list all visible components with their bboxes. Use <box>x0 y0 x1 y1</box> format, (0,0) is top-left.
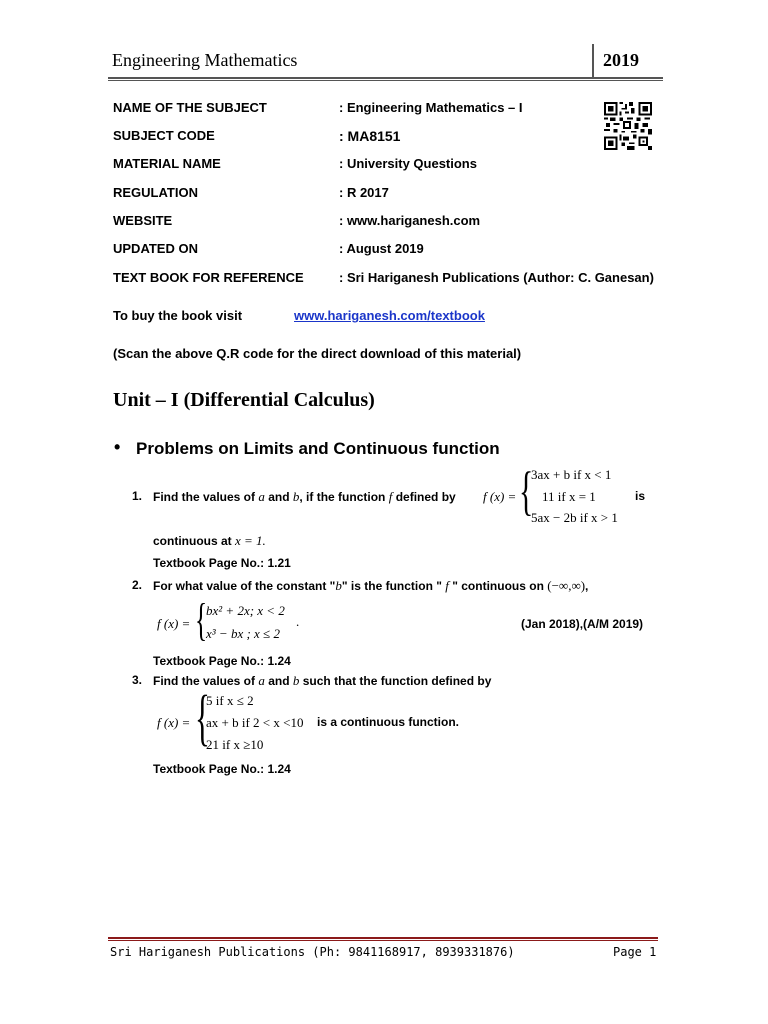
q1-is: is <box>635 489 646 503</box>
meta-value: : R 2017 <box>339 185 389 200</box>
var-f: f <box>388 489 393 504</box>
q1-text-part: continuous at <box>153 534 232 548</box>
textbook-link[interactable]: www.hariganesh.com/textbook <box>294 308 485 323</box>
q1-fx <box>483 489 516 505</box>
header-title: Engineering Mathematics <box>112 50 298 70</box>
q2-text-part: " is the function " <box>341 579 442 593</box>
left-brace: { <box>195 594 208 645</box>
q2-textbook-ref: Textbook Page No.: 1.24 <box>153 654 291 668</box>
meta-key: SUBJECT CODE <box>113 128 215 143</box>
var-b: b <box>335 578 342 593</box>
fx-label: f (x) = <box>157 616 191 631</box>
meta-value: : August 2019 <box>339 241 424 256</box>
question-2-text <box>153 578 588 594</box>
q3-textbook-ref: Textbook Page No.: 1.24 <box>153 762 291 776</box>
q1-text-part: , if the function <box>299 490 386 504</box>
q2-text-part: , <box>585 579 589 593</box>
q2-fx <box>157 616 190 632</box>
left-brace: { <box>195 684 210 752</box>
q1-continuous-at <box>153 533 266 549</box>
q2-interval: (−∞,∞) <box>547 578 586 593</box>
var-a: a <box>258 489 265 504</box>
meta-key: MATERIAL NAME <box>113 156 221 171</box>
meta-row-website <box>113 213 673 231</box>
header-divider <box>592 44 594 78</box>
fx-label: f (x) = <box>483 489 517 504</box>
q2-text-part: For what value of the constant " <box>153 579 336 593</box>
q3-case-3: 21 if x ≥10 <box>206 737 264 752</box>
bullet-icon: • <box>114 437 121 457</box>
meta-key: NAME OF THE SUBJECT <box>113 100 267 115</box>
q3-tail: is a continuous function. <box>317 715 459 729</box>
question-number: 2. <box>132 578 143 592</box>
header-year: 2019 <box>603 50 639 70</box>
meta-key: REGULATION <box>113 185 198 200</box>
question-number: 3. <box>132 673 143 687</box>
q1-textbook-ref: Textbook Page No.: 1.21 <box>153 556 291 570</box>
meta-row-material-name <box>113 156 673 174</box>
q2-case-2: x³ − bx ; x ≤ 2 <box>206 626 280 641</box>
meta-row-textbook <box>113 270 673 288</box>
scan-note: (Scan the above Q.R code for the direct download of this material) <box>113 346 522 361</box>
meta-key: UPDATED ON <box>113 241 198 256</box>
question-number: 1. <box>132 489 143 503</box>
var-b: b <box>292 673 300 688</box>
meta-key: TEXT BOOK FOR REFERENCE <box>113 270 304 285</box>
meta-value: : Sri Hariganesh Publications (Author: C. Ganesan) <box>339 270 654 285</box>
left-brace: { <box>519 461 534 521</box>
meta-value: : Engineering Mathematics – I <box>339 100 523 115</box>
meta-row-subject-name <box>113 100 673 118</box>
meta-row-regulation <box>113 185 673 203</box>
header-rule-thin <box>108 80 663 81</box>
q1-text-part: Find the values of <box>153 490 256 504</box>
q2-case-1: bx² + 2x; x < 2 <box>206 603 285 618</box>
q3-case-2: ax + b if 2 < x <10 <box>206 715 304 730</box>
q2-dot: . <box>296 614 300 629</box>
meta-row-updated-on <box>113 241 673 259</box>
question-1-text <box>153 489 456 505</box>
q3-text-part: Find the values of <box>153 674 256 688</box>
q3-text-part: and <box>268 674 290 688</box>
footer-rule <box>108 937 658 939</box>
q2-text-part: " continuous on <box>452 579 544 593</box>
var-b: b <box>292 489 300 504</box>
q1-case-3: 5ax − 2b if x > 1 <box>531 510 618 525</box>
buy-book-label: To buy the book visit <box>113 308 243 323</box>
q2-exam-ref: (Jan 2018),(A/M 2019) <box>521 617 644 631</box>
q1-point: x = 1. <box>235 533 266 548</box>
q1-text-part: defined by <box>395 490 456 504</box>
fx-label: f (x) = <box>157 715 191 730</box>
footer-publisher: Sri Hariganesh Publications (Ph: 9841168917, 8939331876) <box>110 945 515 959</box>
q1-text-part: and <box>268 490 290 504</box>
section-heading: Problems on Limits and Continuous function <box>136 439 500 458</box>
meta-value: : MA8151 <box>339 128 401 144</box>
meta-key: WEBSITE <box>113 213 173 228</box>
meta-value: : www.hariganesh.com <box>339 213 481 228</box>
q3-fx <box>157 715 190 731</box>
meta-row-subject-code <box>113 128 673 146</box>
footer-rule-thin <box>108 940 658 941</box>
q3-text-part: such that the function defined by <box>302 674 492 688</box>
var-a: a <box>258 673 265 688</box>
footer-page-number: Page 1 <box>613 945 657 959</box>
q1-case-2: 11 if x = 1 <box>542 489 596 504</box>
unit-heading: Unit – I (Differential Calculus) <box>113 389 375 411</box>
q3-case-1: 5 if x ≤ 2 <box>206 693 254 708</box>
header-rule <box>108 77 663 79</box>
qr-code-icon[interactable] <box>604 102 652 150</box>
meta-value: : University Questions <box>339 156 477 171</box>
q1-case-1: 3ax + b if x < 1 <box>531 467 612 482</box>
var-f: f <box>445 578 449 593</box>
